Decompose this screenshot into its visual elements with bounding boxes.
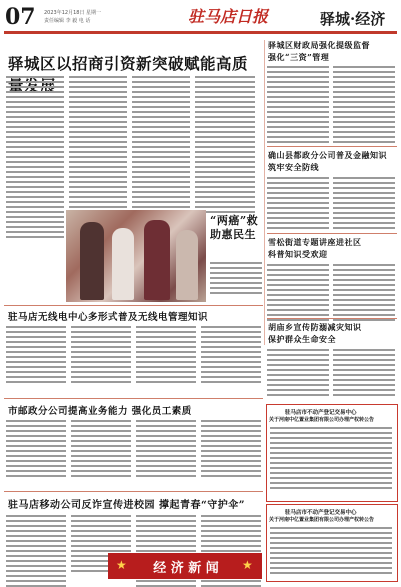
section-title: 驿城·经济 [320,10,386,28]
lower-text-col2 [71,420,131,477]
photo-figure-3 [144,220,170,300]
notice-2-title-a: 驻马店市不动产登记交易中心 [285,510,357,516]
editor-line: 责任编辑 李 毅 电 话 [44,18,91,24]
mid-text-col4 [201,326,261,383]
right-1-text-b [333,66,395,143]
section-rule-3 [4,491,263,492]
main-article-col3 [132,76,190,213]
right-rule-1 [267,146,397,147]
right-3-text-a [267,264,329,321]
date-line: 2023年12月18日 星期一 [44,10,102,16]
notice-1-title-a: 驻马店市不动产登记交易中心 [285,410,357,416]
lower-text-col4 [201,420,261,477]
right-1-headline-a: 驿城区财政局强化提级监督 [268,40,370,50]
notice-2-text [270,527,392,574]
notice-2-title-b: 关于河南中亿置业集团有限公司办理产权转公告 [269,517,375,523]
right-2-text-a [267,177,329,229]
right-rule-2 [267,233,397,234]
lower-text-col3 [136,420,196,477]
section-rule-2 [4,398,263,399]
right-2-headline-b: 筑牢安全防线 [268,162,319,172]
lower-headline: 市邮政分公司提高业务能力 强化员工素质 [8,406,192,417]
right-4-text-a [267,349,329,396]
masthead-rule [4,31,397,34]
mid-text-col2 [71,326,131,383]
photo-figure-4 [176,230,198,300]
right-4-headline-a: 胡庙乡宣传防溺减灾知识 [268,322,362,332]
page-number: 07 [5,4,36,30]
news-photo [66,210,206,302]
right-2-text-b [333,177,395,229]
banner-text: 经 济 新 闻 [153,561,219,576]
column-divider [264,40,265,345]
photo-caption-text [210,262,262,294]
right-4-text-b [333,349,395,396]
right-2-headline-a: 确山县都政分公司普及金融知识 [268,150,387,160]
economy-news-banner [108,553,262,579]
photo-caption: “两癌”救助惠民生 [210,214,259,241]
lower-text-col1 [6,420,66,477]
mid-headline: 驻马店无线电中心多形式普及无线电管理知识 [8,312,209,323]
right-3-headline-a: 雪松街道专题讲座进社区 [268,237,362,247]
newspaper-logo: 驻马店日报 [188,7,269,26]
right-4-headline-b: 保护群众生命安全 [268,334,336,344]
section-rule-1 [4,305,263,306]
bottom-text-col1 [6,515,66,587]
masthead [0,0,401,40]
photo-figure-2 [112,228,134,300]
notice-1-title-b: 关于河南中亿置业集团有限公司办理产权转公告 [269,417,375,423]
right-rule-3 [267,318,397,319]
mid-text-col3 [136,326,196,383]
mid-text-col1 [6,326,66,383]
bottom-headline: 驻马店移动公司反诈宣传进校园 撑起青春“守护伞” [8,500,245,511]
main-article-col1 [6,76,64,238]
photo-figure-1 [80,222,104,300]
banner-star-right-icon: ★ [242,558,253,572]
right-3-headline-b: 科普知识受欢迎 [268,249,328,259]
right-1-headline-b: 强化“三资”管理 [268,52,330,62]
main-article-col4 [195,76,255,213]
right-3-text-b [333,264,395,321]
main-headline: 驿城区以招商引资新突破赋能高质 [8,54,249,73]
right-1-text-a [267,66,329,143]
banner-star-left-icon: ★ [116,558,127,572]
notice-1-text [270,427,392,489]
